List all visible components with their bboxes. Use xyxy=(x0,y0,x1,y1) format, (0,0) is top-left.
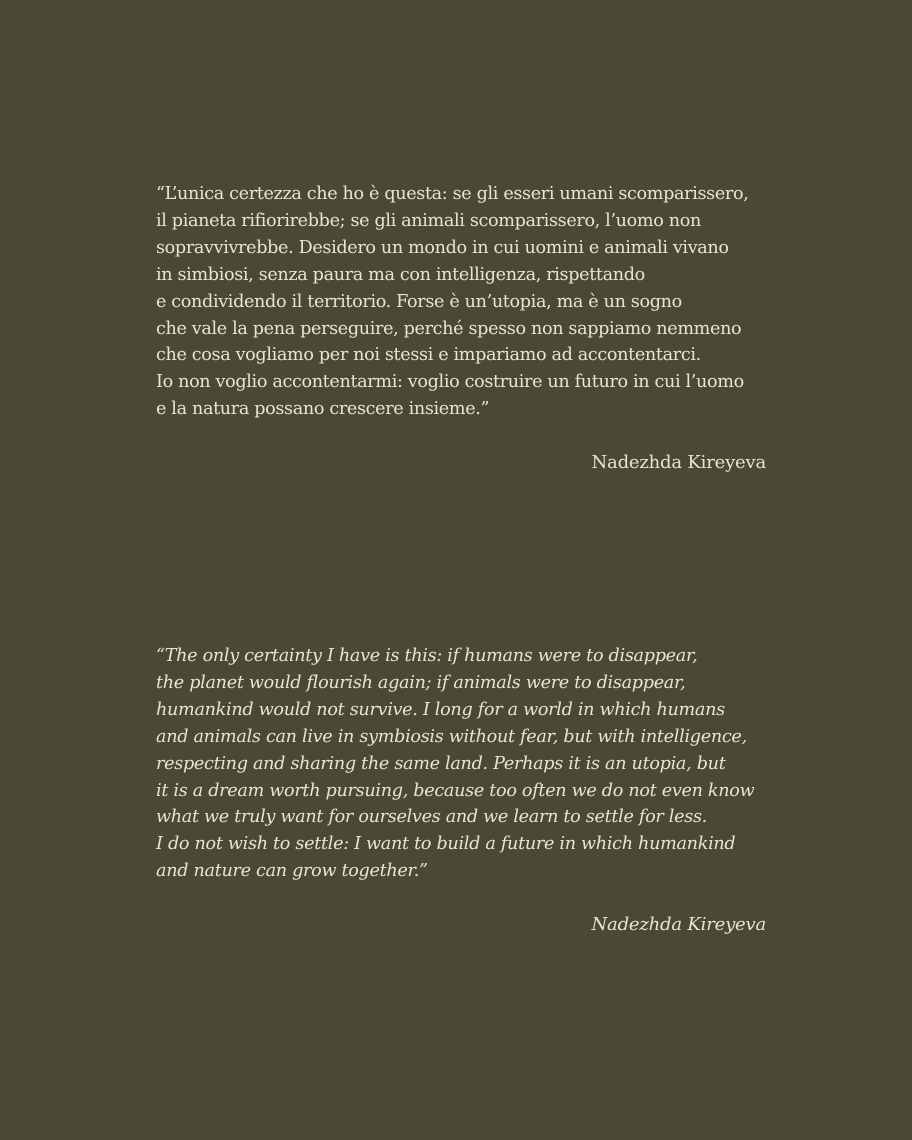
quote-line: “The only certainty I have is this: if humans were to disappear, xyxy=(156,646,698,666)
quote-line: che cosa vogliamo per noi stessi e impariamo ad accontentarci. xyxy=(156,345,701,366)
quote-line: che vale la pena perseguire, perché spesso non sappiamo nemmeno xyxy=(156,318,742,339)
quote-text-italian xyxy=(156,181,766,423)
quote-line: and animals can live in symbiosis without fear, but with intelligence, xyxy=(156,726,747,747)
quote-english xyxy=(156,643,766,938)
quote-line: the planet would flourish again; if animals were to disappear, xyxy=(156,672,686,693)
quote-line: I do not wish to settle: I want to build a future in which humankind xyxy=(156,834,736,855)
quote-line: it is a dream worth pursuing, because too often we do not even know xyxy=(156,780,755,801)
quote-line: sopravvivrebbe. Desidero un mondo in cui uomini e animali vivano xyxy=(156,237,729,258)
quote-line: in simbiosi, senza paura ma con intelligenza, rispettando xyxy=(156,264,645,285)
quote-line: e la natura possano crescere insieme.” xyxy=(156,399,490,420)
quote-text-english xyxy=(156,643,766,885)
quote-line: “L’unica certezza che ho è questa: se gli esseri umani scomparissero, xyxy=(156,184,749,204)
quote-line: il pianeta rifiorirebbe; se gli animali scomparissero, l’uomo non xyxy=(156,210,701,231)
quote-line: Io non voglio accontentarmi: voglio costruire un futuro in cui l’uomo xyxy=(156,372,744,393)
quote-line: what we truly want for ourselves and we learn to settle for less. xyxy=(156,807,707,828)
quote-italian xyxy=(156,181,766,476)
quote-line: respecting and sharing the same land. Perhaps it is an utopia, but xyxy=(156,753,726,774)
quote-line: e condividendo il territorio. Forse è un’utopia, ma è un sogno xyxy=(156,291,682,312)
quote-author-italian: Nadezhda Kireyeva xyxy=(591,452,766,474)
quote-line: humankind would not survive. I long for a world in which humans xyxy=(156,699,725,720)
quote-line: and nature can grow together.” xyxy=(156,861,428,882)
quote-author-english: Nadezhda Kireyeva xyxy=(591,914,766,936)
